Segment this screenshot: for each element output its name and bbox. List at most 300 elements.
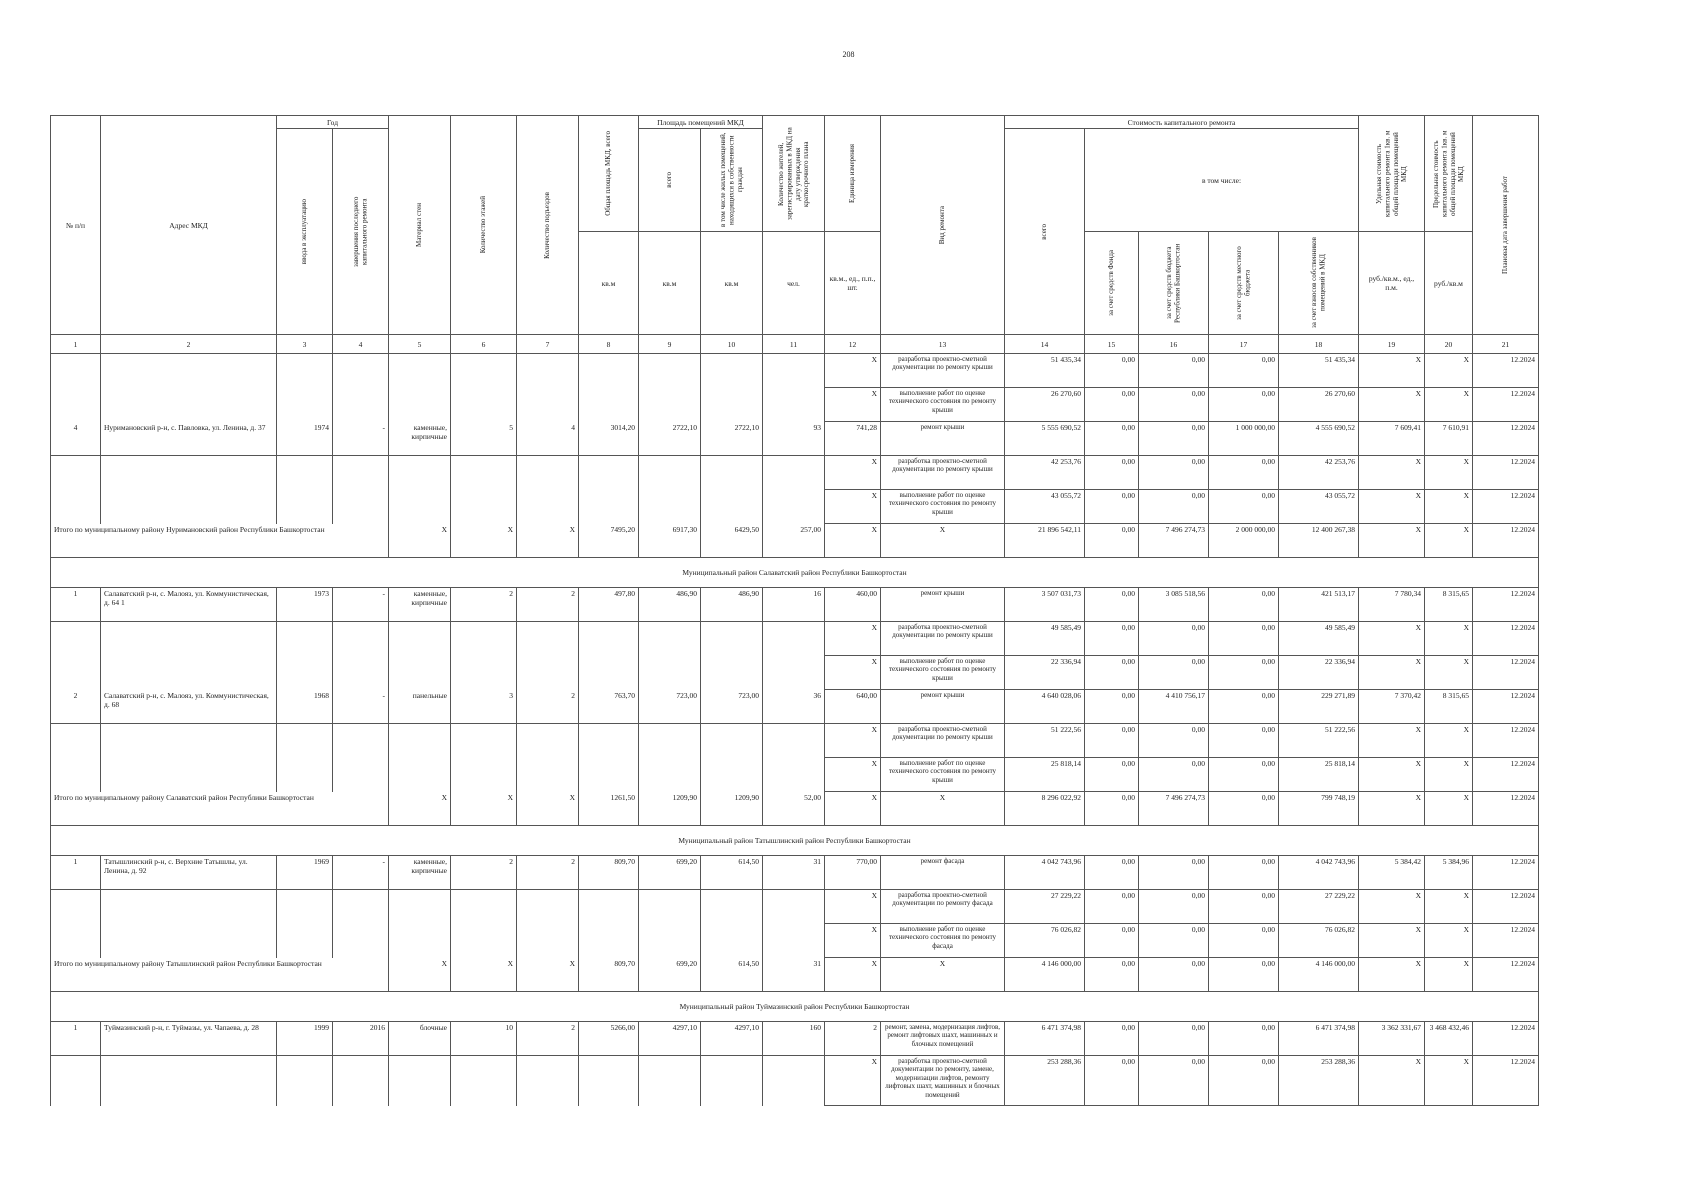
empty-cell bbox=[517, 622, 579, 656]
empty-cell bbox=[701, 758, 763, 792]
cost-fund: 0,00 bbox=[1085, 792, 1139, 826]
area-owned: 614,50 bbox=[701, 856, 763, 890]
district-title: Муниципальный район Салаватский район Республики Башкортостан bbox=[51, 558, 1539, 588]
x-mark: X bbox=[1359, 792, 1425, 826]
work-description: разработка проектно-сметной документации по ремонту крыши bbox=[881, 724, 1005, 758]
x-mark: X bbox=[1359, 656, 1425, 690]
empty-cell bbox=[763, 490, 825, 524]
empty-cell bbox=[389, 354, 451, 388]
work-subrow bbox=[51, 1056, 1539, 1106]
cost-rb: 0,00 bbox=[1139, 758, 1209, 792]
empty-cell bbox=[763, 456, 825, 490]
house-address: Салаватский р-н, с. Малояз, ул. Коммунистическая, д. 64 1 bbox=[101, 588, 277, 622]
cost-fund: 0,00 bbox=[1085, 890, 1139, 924]
year-commission: 1968 bbox=[277, 690, 333, 724]
empty-cell bbox=[763, 656, 825, 690]
empty-cell bbox=[277, 456, 333, 490]
x-mark: X bbox=[825, 456, 881, 490]
x-mark: X bbox=[1359, 456, 1425, 490]
work-description: выполнение работ по оценке технического состояния по ремонту крыши bbox=[881, 388, 1005, 422]
empty-cell bbox=[639, 1056, 701, 1106]
cost-rb: 0,00 bbox=[1139, 924, 1209, 958]
empty-cell bbox=[101, 890, 277, 924]
work-subrow bbox=[51, 456, 1539, 490]
limit-cost: 7 610,91 bbox=[1425, 422, 1473, 456]
work-description: выполнение работ по оценке технического состояния по ремонту крыши bbox=[881, 656, 1005, 690]
total-area: 809,70 bbox=[579, 856, 639, 890]
column-number: 9 bbox=[639, 335, 701, 354]
column-number: 17 bbox=[1209, 335, 1279, 354]
area-all: 1209,90 bbox=[639, 792, 701, 826]
wall-material: блочные bbox=[389, 1022, 451, 1056]
cost-local: 2 000 000,00 bbox=[1209, 524, 1279, 558]
cost-fund: 0,00 bbox=[1085, 856, 1139, 890]
column-number: 10 bbox=[701, 335, 763, 354]
column-number: 15 bbox=[1085, 335, 1139, 354]
cost-owners: 799 748,19 bbox=[1279, 792, 1359, 826]
house-address: Туймазинский р-н, г. Туймазы, ул. Чапаева, д. 28 bbox=[101, 1022, 277, 1056]
x-mark: X bbox=[1425, 524, 1473, 558]
x-mark: X bbox=[451, 958, 517, 992]
empty-cell bbox=[51, 456, 101, 490]
planned-date: 12.2024 bbox=[1473, 354, 1539, 388]
cost-local: 0,00 bbox=[1209, 958, 1279, 992]
planned-date: 12.2024 bbox=[1473, 656, 1539, 690]
empty-cell bbox=[333, 758, 389, 792]
empty-cell bbox=[451, 890, 517, 924]
total-area: 3014,20 bbox=[579, 422, 639, 456]
header-unit-residents: чел. bbox=[763, 232, 825, 335]
house-address: Нуримановский р-н, с. Павловка, ул. Ленина, д. 37 bbox=[101, 422, 277, 456]
cost-owners: 253 288,36 bbox=[1279, 1056, 1359, 1106]
cost-owners: 22 336,94 bbox=[1279, 656, 1359, 690]
cost-fund: 0,00 bbox=[1085, 1022, 1139, 1056]
cost-local: 0,00 bbox=[1209, 1022, 1279, 1056]
cost-local: 0,00 bbox=[1209, 724, 1279, 758]
empty-cell bbox=[451, 490, 517, 524]
entrances: 2 bbox=[517, 588, 579, 622]
empty-cell bbox=[701, 890, 763, 924]
cost-total: 22 336,94 bbox=[1005, 656, 1085, 690]
empty-cell bbox=[763, 724, 825, 758]
entrances: 2 bbox=[517, 1022, 579, 1056]
empty-cell bbox=[451, 924, 517, 958]
empty-cell bbox=[277, 724, 333, 758]
empty-cell bbox=[701, 1056, 763, 1106]
repair-type: ремонт крыши bbox=[881, 690, 1005, 724]
total-area: 7495,20 bbox=[579, 524, 639, 558]
empty-cell bbox=[579, 456, 639, 490]
empty-cell bbox=[389, 890, 451, 924]
x-mark: X bbox=[1359, 758, 1425, 792]
cost-fund: 0,00 bbox=[1085, 588, 1139, 622]
work-description: разработка проектно-сметной документации по ремонту крыши bbox=[881, 622, 1005, 656]
work-subrow bbox=[51, 388, 1539, 422]
empty-cell bbox=[701, 490, 763, 524]
cost-owners: 42 253,76 bbox=[1279, 456, 1359, 490]
x-mark: X bbox=[451, 792, 517, 826]
limit-cost: 8 315,65 bbox=[1425, 588, 1473, 622]
cost-total: 51 222,56 bbox=[1005, 724, 1085, 758]
floors: 2 bbox=[451, 588, 517, 622]
header-cost-fund: за счет средств Фонда bbox=[1085, 232, 1139, 335]
year-last-repair: - bbox=[333, 690, 389, 724]
empty-cell bbox=[451, 456, 517, 490]
house-address: Салаватский р-н, с. Малояз, ул. Коммунистическая, д. 68 bbox=[101, 690, 277, 724]
total-area: 763,70 bbox=[579, 690, 639, 724]
planned-date: 12.2024 bbox=[1473, 388, 1539, 422]
empty-cell bbox=[333, 656, 389, 690]
row-number: 1 bbox=[51, 856, 101, 890]
x-mark: X bbox=[1425, 890, 1473, 924]
cost-fund: 0,00 bbox=[1085, 388, 1139, 422]
x-mark: X bbox=[1359, 388, 1425, 422]
x-mark: X bbox=[825, 388, 881, 422]
cost-rb: 0,00 bbox=[1139, 1056, 1209, 1106]
cost-owners: 4 042 743,96 bbox=[1279, 856, 1359, 890]
work-description: выполнение работ по оценке технического состояния по ремонту фасада bbox=[881, 924, 1005, 958]
empty-cell bbox=[277, 758, 333, 792]
cost-total: 21 896 542,11 bbox=[1005, 524, 1085, 558]
empty-cell bbox=[51, 490, 101, 524]
cost-rb: 0,00 bbox=[1139, 724, 1209, 758]
repair-amount: 640,00 bbox=[825, 690, 881, 724]
empty-cell bbox=[639, 490, 701, 524]
floors: 5 bbox=[451, 422, 517, 456]
district-title: Муниципальный район Татышлинский район Республики Башкортостан bbox=[51, 826, 1539, 856]
cost-owners: 26 270,60 bbox=[1279, 388, 1359, 422]
work-subrow bbox=[51, 924, 1539, 958]
empty-cell bbox=[389, 758, 451, 792]
residents: 257,00 bbox=[763, 524, 825, 558]
column-numbers-row bbox=[51, 335, 1539, 354]
district-section-row bbox=[51, 826, 1539, 856]
floors: 10 bbox=[451, 1022, 517, 1056]
header-area-total: всего bbox=[639, 129, 701, 232]
empty-cell bbox=[579, 388, 639, 422]
cost-rb: 0,00 bbox=[1139, 856, 1209, 890]
cost-local: 0,00 bbox=[1209, 354, 1279, 388]
x-mark: X bbox=[1425, 758, 1473, 792]
cost-fund: 0,00 bbox=[1085, 924, 1139, 958]
header-entrances: Количество подъездов bbox=[517, 116, 579, 335]
cost-owners: 12 400 267,38 bbox=[1279, 524, 1359, 558]
empty-cell bbox=[101, 924, 277, 958]
empty-cell bbox=[51, 388, 101, 422]
area-all: 6917,30 bbox=[639, 524, 701, 558]
empty-cell bbox=[277, 388, 333, 422]
x-mark: X bbox=[1425, 724, 1473, 758]
empty-cell bbox=[389, 456, 451, 490]
page-number: 208 bbox=[842, 50, 855, 59]
x-mark: X bbox=[389, 792, 451, 826]
planned-date: 12.2024 bbox=[1473, 758, 1539, 792]
cost-owners: 51 435,34 bbox=[1279, 354, 1359, 388]
cost-rb: 7 496 274,73 bbox=[1139, 792, 1209, 826]
empty-cell bbox=[51, 924, 101, 958]
x-mark: X bbox=[825, 1056, 881, 1106]
header-planned-date: Плановая дата завершения работ bbox=[1473, 116, 1539, 335]
empty-cell bbox=[763, 354, 825, 388]
work-subrow bbox=[51, 724, 1539, 758]
empty-cell bbox=[101, 724, 277, 758]
cost-total: 4 146 000,00 bbox=[1005, 958, 1085, 992]
empty-cell bbox=[763, 388, 825, 422]
x-mark: X bbox=[825, 656, 881, 690]
x-mark: X bbox=[1359, 890, 1425, 924]
wall-material: каменные, кирпичные bbox=[389, 422, 451, 456]
district-total-row bbox=[51, 792, 1539, 826]
empty-cell bbox=[101, 622, 277, 656]
x-mark: X bbox=[825, 758, 881, 792]
cost-local: 0,00 bbox=[1209, 856, 1279, 890]
cost-local: 0,00 bbox=[1209, 792, 1279, 826]
empty-cell bbox=[333, 924, 389, 958]
cost-total: 27 229,22 bbox=[1005, 890, 1085, 924]
empty-cell bbox=[639, 622, 701, 656]
header-cost-owners: за счет взносов собственников помещений в МКД bbox=[1279, 232, 1359, 335]
area-owned: 486,90 bbox=[701, 588, 763, 622]
work-subrow bbox=[51, 490, 1539, 524]
house-address: Татышлинский р-н, с. Верхние Татышлы, ул. Ленина, д. 92 bbox=[101, 856, 277, 890]
column-number: 1 bbox=[51, 335, 101, 354]
cost-total: 3 507 031,73 bbox=[1005, 588, 1085, 622]
empty-cell bbox=[333, 890, 389, 924]
cost-rb: 0,00 bbox=[1139, 1022, 1209, 1056]
area-all: 4297,10 bbox=[639, 1022, 701, 1056]
column-number: 11 bbox=[763, 335, 825, 354]
column-number: 7 bbox=[517, 335, 579, 354]
work-description: разработка проектно-сметной документации по ремонту крыши bbox=[881, 456, 1005, 490]
empty-cell bbox=[389, 724, 451, 758]
empty-cell bbox=[51, 1056, 101, 1106]
header-wall-material: Материал стен bbox=[389, 116, 451, 335]
column-number: 21 bbox=[1473, 335, 1539, 354]
cost-fund: 0,00 bbox=[1085, 758, 1139, 792]
header-unit: Единица измерения bbox=[825, 116, 881, 232]
empty-cell bbox=[639, 656, 701, 690]
header-repair-type: Вид ремонта bbox=[881, 116, 1005, 335]
repair-amount: 770,00 bbox=[825, 856, 881, 890]
wall-material: каменные, кирпичные bbox=[389, 856, 451, 890]
cost-fund: 0,00 bbox=[1085, 690, 1139, 724]
cost-local: 0,00 bbox=[1209, 388, 1279, 422]
planned-date: 12.2024 bbox=[1473, 924, 1539, 958]
work-description: разработка проектно-сметной документации по ремонту крыши bbox=[881, 354, 1005, 388]
empty-cell bbox=[763, 890, 825, 924]
planned-date: 12.2024 bbox=[1473, 958, 1539, 992]
x-mark: X bbox=[1425, 490, 1473, 524]
cost-fund: 0,00 bbox=[1085, 524, 1139, 558]
cost-total: 8 296 022,92 bbox=[1005, 792, 1085, 826]
cost-owners: 51 222,56 bbox=[1279, 724, 1359, 758]
empty-cell bbox=[51, 354, 101, 388]
area-owned: 614,50 bbox=[701, 958, 763, 992]
empty-cell bbox=[333, 622, 389, 656]
header-premises-area-group: Площадь помещений МКД bbox=[639, 116, 763, 129]
row-number: 1 bbox=[51, 1022, 101, 1056]
work-subrow bbox=[51, 622, 1539, 656]
header-cost-rb: за счет средств бюджета Республики Башкортостан bbox=[1139, 232, 1209, 335]
empty-cell bbox=[579, 758, 639, 792]
empty-cell bbox=[333, 724, 389, 758]
header-unit-unit: кв.м., ед., п.п., шт. bbox=[825, 232, 881, 335]
work-description: разработка проектно-сметной документации по ремонту, замене, модернизации лифтов, ремонту лифтовых шахт, машинных и блочных помещений bbox=[881, 1056, 1005, 1106]
header-cost-total: всего bbox=[1005, 129, 1085, 335]
empty-cell bbox=[101, 354, 277, 388]
x-mark: X bbox=[1425, 656, 1473, 690]
empty-cell bbox=[701, 354, 763, 388]
column-number: 4 bbox=[333, 335, 389, 354]
residents: 36 bbox=[763, 690, 825, 724]
cost-rb: 0,00 bbox=[1139, 656, 1209, 690]
x-mark: X bbox=[389, 524, 451, 558]
planned-date: 12.2024 bbox=[1473, 490, 1539, 524]
x-mark: X bbox=[517, 958, 579, 992]
empty-cell bbox=[277, 622, 333, 656]
cost-local: 0,00 bbox=[1209, 758, 1279, 792]
cost-fund: 0,00 bbox=[1085, 958, 1139, 992]
empty-cell bbox=[639, 890, 701, 924]
limit-cost: 3 468 432,46 bbox=[1425, 1022, 1473, 1056]
x-mark: X bbox=[1425, 456, 1473, 490]
cost-rb: 0,00 bbox=[1139, 958, 1209, 992]
empty-cell bbox=[579, 924, 639, 958]
header-unit-area-total: кв.м bbox=[639, 232, 701, 335]
x-mark: X bbox=[1359, 622, 1425, 656]
cost-owners: 4 146 000,00 bbox=[1279, 958, 1359, 992]
cost-total: 76 026,82 bbox=[1005, 924, 1085, 958]
empty-cell bbox=[517, 656, 579, 690]
empty-cell bbox=[639, 724, 701, 758]
header-year-group: Год bbox=[277, 116, 389, 129]
column-number: 12 bbox=[825, 335, 881, 354]
cost-fund: 0,00 bbox=[1085, 422, 1139, 456]
x-mark: X bbox=[1359, 490, 1425, 524]
row-number: 1 bbox=[51, 588, 101, 622]
column-number: 14 bbox=[1005, 335, 1085, 354]
empty-cell bbox=[277, 924, 333, 958]
empty-cell bbox=[639, 456, 701, 490]
empty-cell bbox=[51, 890, 101, 924]
residents: 52,00 bbox=[763, 792, 825, 826]
year-commission: 1999 bbox=[277, 1022, 333, 1056]
empty-cell bbox=[451, 1056, 517, 1106]
planned-date: 12.2024 bbox=[1473, 422, 1539, 456]
cost-owners: 4 555 690,52 bbox=[1279, 422, 1359, 456]
cost-local: 0,00 bbox=[1209, 456, 1279, 490]
house-row bbox=[51, 1022, 1539, 1056]
empty-cell bbox=[701, 388, 763, 422]
area-owned: 2722,10 bbox=[701, 422, 763, 456]
empty-cell bbox=[517, 388, 579, 422]
empty-cell bbox=[51, 656, 101, 690]
cost-local: 0,00 bbox=[1209, 622, 1279, 656]
empty-cell bbox=[579, 490, 639, 524]
header-specific-cost: Удельная стоимость капитального ремонта 1кв. м общей площади помещений МКД bbox=[1359, 116, 1425, 232]
empty-cell bbox=[639, 388, 701, 422]
x-mark: X bbox=[881, 958, 1005, 992]
area-owned: 6429,50 bbox=[701, 524, 763, 558]
x-mark: X bbox=[389, 958, 451, 992]
header-cost-group: Стоимость капитального ремонта bbox=[1005, 116, 1359, 129]
cost-owners: 27 229,22 bbox=[1279, 890, 1359, 924]
planned-date: 12.2024 bbox=[1473, 792, 1539, 826]
column-number: 3 bbox=[277, 335, 333, 354]
repair-amount: 460,00 bbox=[825, 588, 881, 622]
empty-cell bbox=[579, 724, 639, 758]
x-mark: X bbox=[1359, 958, 1425, 992]
empty-cell bbox=[277, 490, 333, 524]
planned-date: 12.2024 bbox=[1473, 1022, 1539, 1056]
cost-local: 0,00 bbox=[1209, 924, 1279, 958]
total-area: 5266,00 bbox=[579, 1022, 639, 1056]
cost-local: 0,00 bbox=[1209, 490, 1279, 524]
table-body bbox=[51, 335, 1539, 1106]
empty-cell bbox=[277, 890, 333, 924]
cost-total: 4 042 743,96 bbox=[1005, 856, 1085, 890]
header-total-area: Общая площадь МКД, всего bbox=[579, 116, 639, 232]
specific-cost: 7 609,41 bbox=[1359, 422, 1425, 456]
wall-material: панельные bbox=[389, 690, 451, 724]
cost-total: 253 288,36 bbox=[1005, 1056, 1085, 1106]
x-mark: X bbox=[825, 792, 881, 826]
cost-fund: 0,00 bbox=[1085, 656, 1139, 690]
year-last-repair: - bbox=[333, 588, 389, 622]
empty-cell bbox=[451, 724, 517, 758]
floors: 2 bbox=[451, 856, 517, 890]
empty-cell bbox=[277, 1056, 333, 1106]
cost-total: 51 435,34 bbox=[1005, 354, 1085, 388]
area-all: 486,90 bbox=[639, 588, 701, 622]
cost-owners: 43 055,72 bbox=[1279, 490, 1359, 524]
year-commission: 1969 bbox=[277, 856, 333, 890]
work-description: выполнение работ по оценке технического состояния по ремонту крыши bbox=[881, 758, 1005, 792]
x-mark: X bbox=[825, 354, 881, 388]
empty-cell bbox=[101, 490, 277, 524]
cost-fund: 0,00 bbox=[1085, 1056, 1139, 1106]
empty-cell bbox=[451, 656, 517, 690]
cost-fund: 0,00 bbox=[1085, 724, 1139, 758]
work-subrow bbox=[51, 354, 1539, 388]
empty-cell bbox=[517, 490, 579, 524]
x-mark: X bbox=[1425, 924, 1473, 958]
x-mark: X bbox=[1425, 622, 1473, 656]
x-mark: X bbox=[825, 958, 881, 992]
district-title: Муниципальный район Туймазинский район Республики Башкортостан bbox=[51, 992, 1539, 1022]
header-limit-cost: Предельная стоимость капитального ремонта 1кв. м общей площади помещений МКД bbox=[1425, 116, 1473, 232]
total-label: Итого по муниципальному району Салаватский район Республики Башкортостан bbox=[51, 792, 389, 826]
cost-owners: 49 585,49 bbox=[1279, 622, 1359, 656]
x-mark: X bbox=[1359, 1056, 1425, 1106]
cost-rb: 0,00 bbox=[1139, 622, 1209, 656]
empty-cell bbox=[517, 890, 579, 924]
empty-cell bbox=[389, 924, 451, 958]
area-owned: 1209,90 bbox=[701, 792, 763, 826]
cost-local: 1 000 000,00 bbox=[1209, 422, 1279, 456]
district-total-row bbox=[51, 958, 1539, 992]
specific-cost: 7 780,34 bbox=[1359, 588, 1425, 622]
empty-cell bbox=[701, 656, 763, 690]
empty-cell bbox=[639, 354, 701, 388]
cost-owners: 229 271,89 bbox=[1279, 690, 1359, 724]
planned-date: 12.2024 bbox=[1473, 524, 1539, 558]
planned-date: 12.2024 bbox=[1473, 856, 1539, 890]
empty-cell bbox=[517, 724, 579, 758]
x-mark: X bbox=[1425, 354, 1473, 388]
area-all: 699,20 bbox=[639, 958, 701, 992]
cost-local: 0,00 bbox=[1209, 588, 1279, 622]
